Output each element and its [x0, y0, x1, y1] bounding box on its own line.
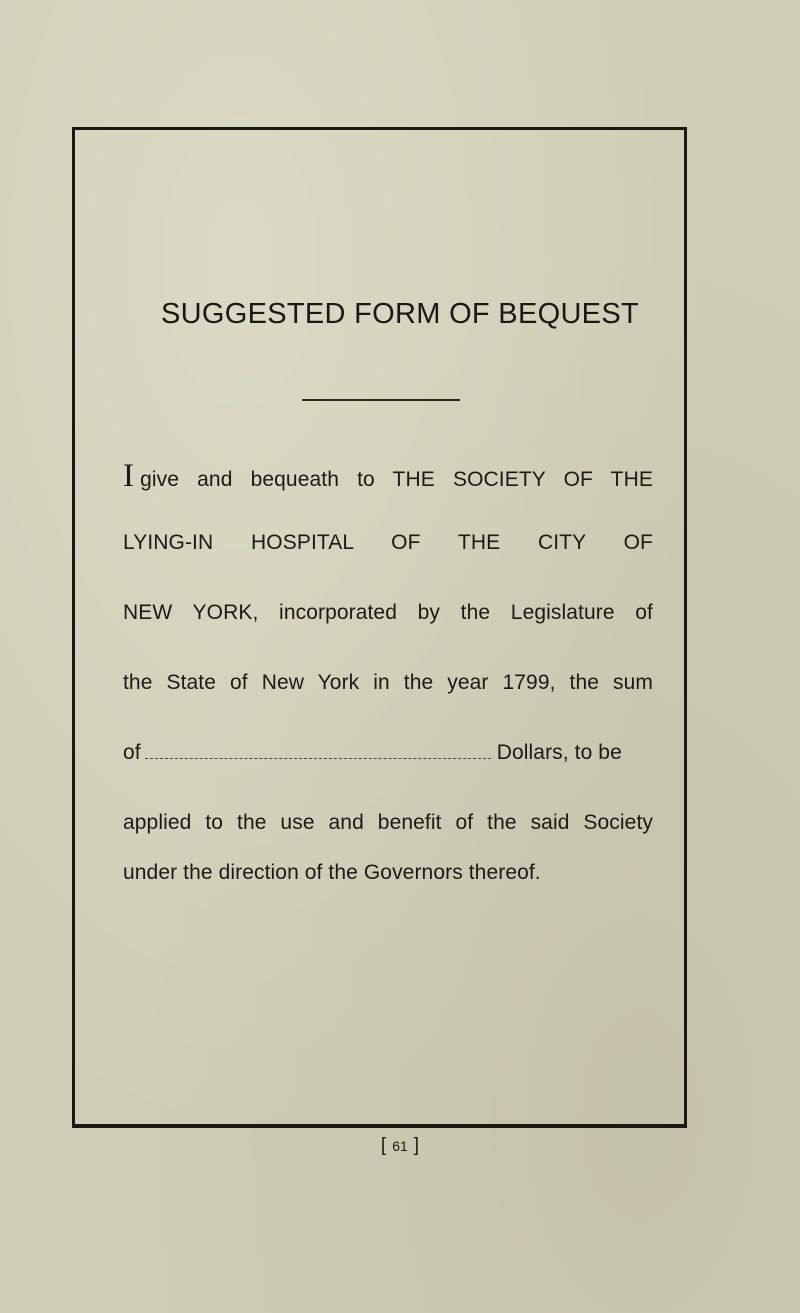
- bequest-line-5-start: of: [123, 741, 141, 764]
- amount-blank-field[interactable]: [145, 757, 491, 759]
- page-number-value: 61: [392, 1138, 408, 1154]
- bequest-line-1: [123, 460, 653, 493]
- bequest-line-7: under the direction of the Governors thereof.: [123, 861, 541, 884]
- page-number-open-bracket: [: [380, 1135, 387, 1156]
- bequest-line-4: the State of New York in the year 1799, the sum: [123, 671, 653, 694]
- page-title: SUGGESTED FORM OF BEQUEST: [161, 298, 639, 330]
- bequest-line-6: applied to the use and benefit of the said Society: [123, 811, 653, 834]
- page-border-frame: [72, 127, 687, 1128]
- bequest-line-5-end: Dollars, to be: [496, 741, 622, 764]
- drop-initial: I: [123, 458, 135, 494]
- page-number: [0, 1135, 800, 1157]
- bequest-line-3: NEW YORK, incorporated by the Legislature of: [123, 601, 653, 624]
- bequest-line-5: [123, 741, 653, 765]
- bequest-line-1-text: give and bequeath to THE SOCIETY OF THE: [140, 468, 653, 491]
- title-divider: [302, 399, 460, 401]
- bequest-line-2: LYING-IN HOSPITAL OF THE CITY OF: [123, 531, 653, 554]
- page-number-close-bracket: ]: [413, 1135, 420, 1156]
